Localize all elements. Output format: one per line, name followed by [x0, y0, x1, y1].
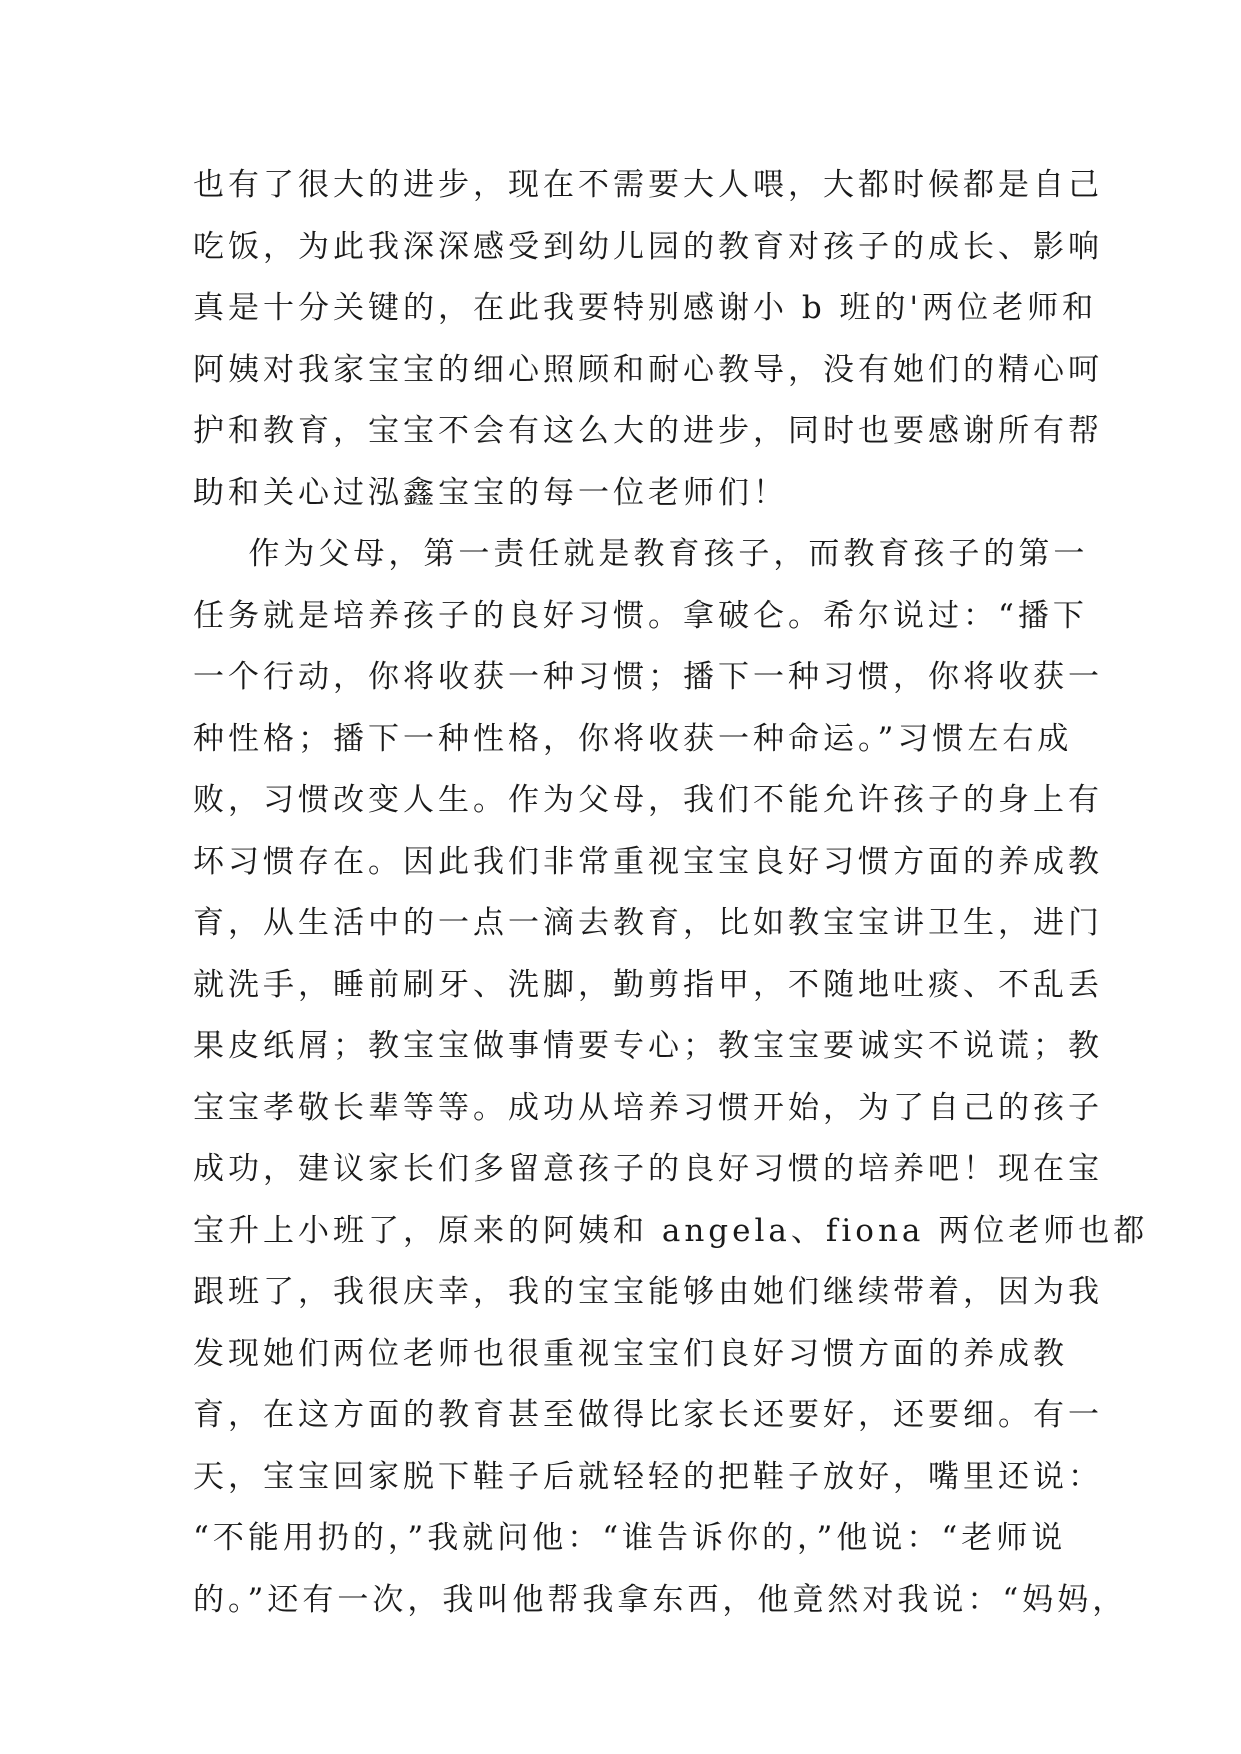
text-line: 作为父母，第一责任就是教育孩子，而教育孩子的第一: [193, 536, 1089, 572]
text-line: “不能用扔的，”我就问他：“谁告诉你的，”他说：“老师说: [193, 1520, 1067, 1556]
text-line: 坏习惯存在。因此我们非常重视宝宝良好习惯方面的养成教: [193, 843, 1103, 880]
text-line: 发现她们两位老师也很重视宝宝们良好习惯方面的养成教: [193, 1335, 1068, 1372]
text-line: 也有了很大的进步，现在不需要大人喂，大都时候都是自己: [193, 167, 1103, 203]
text-line: 任务就是培养孩子的良好习惯。拿破仑。希尔说过：“播下: [193, 597, 1088, 634]
text-line: 护和教育，宝宝不会有这么大的进步，同时也要感谢所有帮: [193, 413, 1103, 449]
text-line: 吃饭，为此我深深感受到幼儿园的教育对孩子的成长、影响: [193, 228, 1103, 265]
text-line: 育，从生活中的一点一滴去教育，比如教宝宝讲卫生，进门: [193, 905, 1103, 941]
text-line: 种性格；播下一种性格，你将收获一种命运。”习惯左右成: [193, 720, 1073, 757]
text-line: 就洗手，睡前刷牙、洗脚，勤剪指甲，不随地吐痰、不乱丢: [193, 966, 1103, 1003]
text-line: 宝宝孝敬长辈等等。成功从培养习惯开始，为了自己的孩子: [193, 1089, 1103, 1126]
text-line: 败，习惯改变人生。作为父母，我们不能允许孩子的身上有: [193, 782, 1103, 818]
text-line: 阿姨对我家宝宝的细心照顾和耐心教导，没有她们的精心呵: [193, 351, 1103, 388]
body-text: [193, 155, 1149, 1631]
text-line: 的。”还有一次，我叫他帮我拿东西，他竟然对我说：“妈妈，: [193, 1581, 1128, 1618]
text-line: 一个行动，你将收获一种习惯；播下一种习惯，你将收获一: [193, 659, 1103, 695]
text-line: 宝升上小班了，原来的阿姨和 angela、fiona 两位老师也都: [193, 1212, 1149, 1249]
text-line: 真是十分关键的，在此我要特别感谢小 b 班的'两位老师和: [193, 290, 1098, 326]
text-line: 助和关心过泓鑫宝宝的每一位老师们！: [193, 474, 788, 511]
text-line: 育，在这方面的教育甚至做得比家长还要好，还要细。有一: [193, 1397, 1103, 1433]
text-line: 跟班了，我很庆幸，我的宝宝能够由她们继续带着，因为我: [193, 1274, 1103, 1310]
text-line: 成功，建议家长们多留意孩子的良好习惯的培养吧！现在宝: [193, 1151, 1103, 1187]
text-line: 果皮纸屑；教宝宝做事情要专心；教宝宝要诚实不说谎；教: [193, 1028, 1103, 1064]
text-line: 天，宝宝回家脱下鞋子后就轻轻的把鞋子放好，嘴里还说：: [193, 1458, 1103, 1495]
